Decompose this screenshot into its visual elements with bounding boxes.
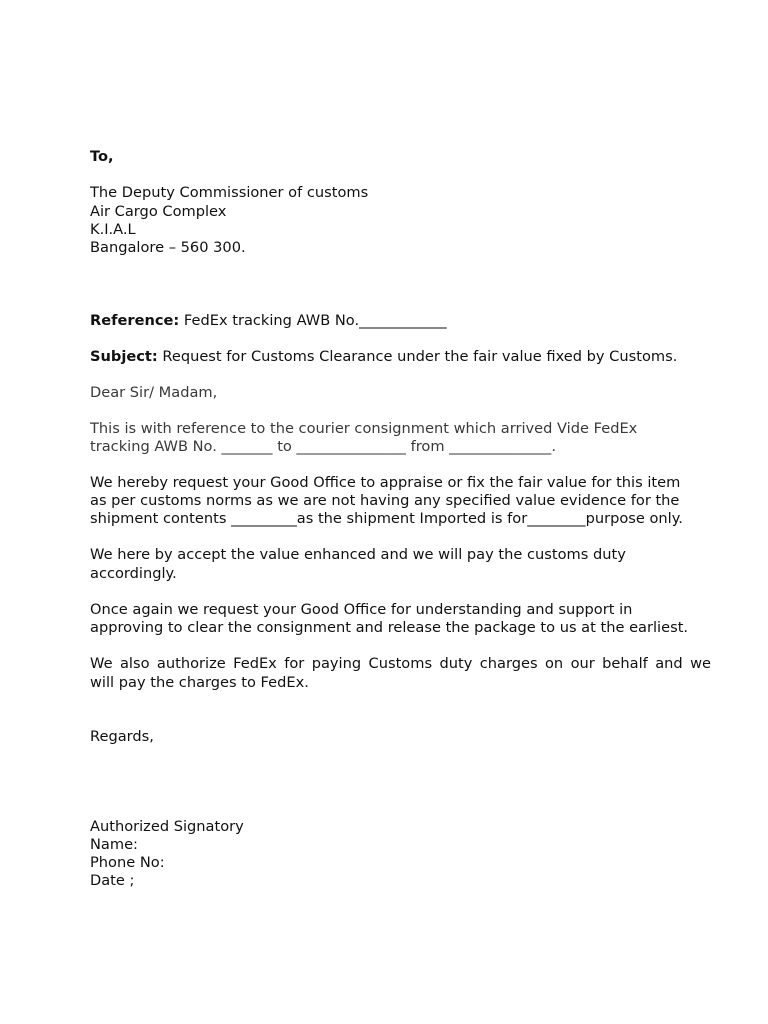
reference-line	[90, 312, 447, 330]
closing: Regards,	[90, 728, 154, 745]
para3-line-1: We here by accept the value enhanced and we will pay the customs duty	[90, 546, 626, 563]
para2-line-2: as per customs norms as we are not having any specified value evidence for the	[90, 492, 680, 509]
para1-line-1: This is with reference to the courier consignment which arrived Vide FedEx	[90, 420, 638, 437]
subject-line	[90, 348, 677, 366]
addressee-line-1: The Deputy Commissioner of customs	[90, 184, 369, 201]
para2-line-3: shipment contents _________as the shipment Imported is for________purpose only.	[90, 510, 683, 527]
para5-line-1: We also authorize FedEx for paying Customs duty charges on our behalf and we	[90, 655, 711, 672]
signature-line-3: Phone No:	[90, 854, 165, 871]
para4-line-1: Once again we request your Good Office for understanding and support in	[90, 601, 633, 618]
reference-label: Reference:	[90, 312, 180, 329]
signature-line-1: Authorized Signatory	[90, 818, 244, 835]
para3-line-2: accordingly.	[90, 565, 177, 582]
addressee-line-2: Air Cargo Complex	[90, 203, 227, 220]
subject-text: Request for Customs Clearance under the fair value fixed by Customs.	[157, 348, 678, 365]
para1-line-2: tracking AWB No. _______ to _______________ from ______________.	[90, 438, 556, 455]
para5-line-2: will pay the charges to FedEx.	[90, 674, 309, 691]
reference-text: FedEx tracking AWB No.____________	[179, 312, 447, 329]
para4-line-2: approving to clear the consignment and release the package to us at the earliest.	[90, 619, 689, 636]
signature-line-4: Date ;	[90, 872, 135, 889]
to-line: To,	[90, 148, 114, 165]
greeting: Dear Sir/ Madam,	[90, 384, 218, 401]
subject-label: Subject:	[90, 348, 158, 365]
addressee-line-4: Bangalore – 560 300.	[90, 239, 246, 256]
para2-line-1: We hereby request your Good Office to appraise or fix the fair value for this item	[90, 474, 681, 491]
signature-line-2: Name:	[90, 836, 138, 853]
addressee-line-3: K.I.A.L	[90, 221, 136, 238]
